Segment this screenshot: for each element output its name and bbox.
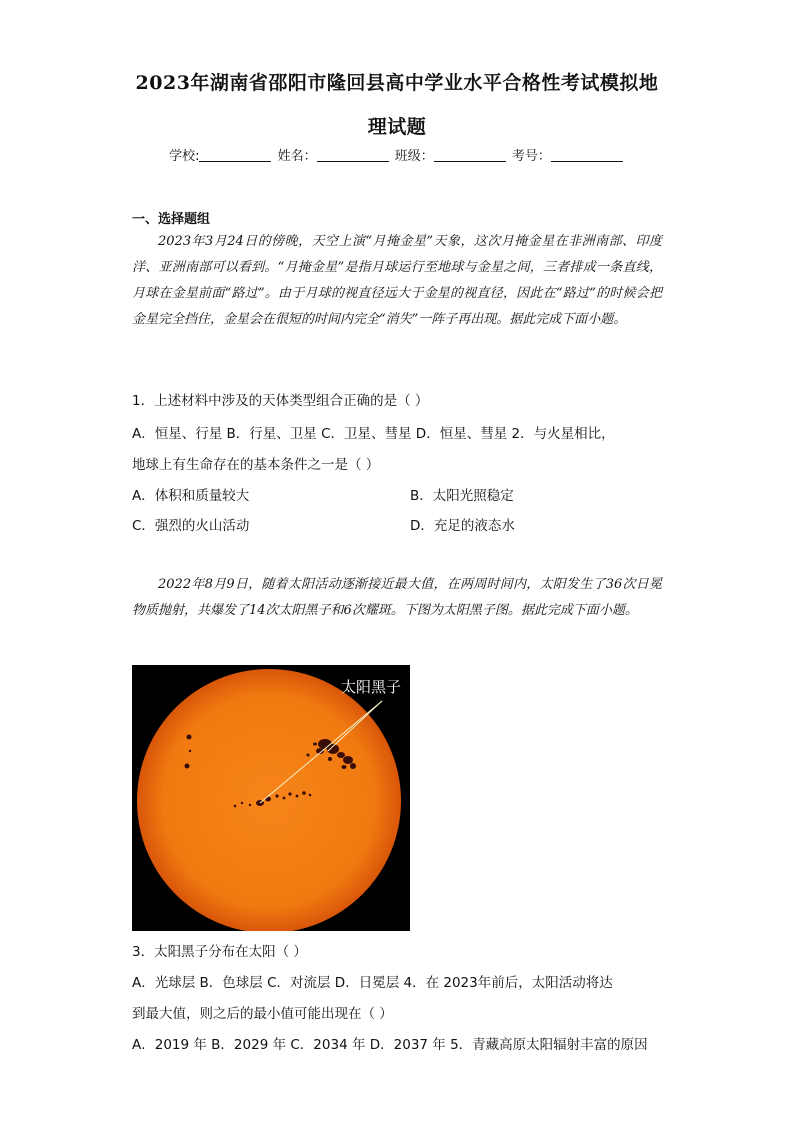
question-4-options: A．2019 年 B．2029 年 C．2034 年 D．2037 年 5．青藏高原太阳辐射丰富的原因	[132, 1037, 648, 1053]
exam-title-line2: 理试题	[367, 116, 427, 138]
passage-1: 2023年3月24日的傍晚，天空上演“月掩金星”天象，这次月掩金星在非洲南部、印度洋、亚洲南部可以看到。“月掩金星”是指月球运行至地球与金星之间，三者排成一条直线，月球在金星前面“路过”。由于月球的视直径远大于金星的视直径，因此在“路过”的时候会把金星完全挡住，金星会在很短的时间内完全“消失”一阵子再出现。据此完成下面小题。	[132, 234, 662, 327]
question-4-stem: 到最大值，则之后的最小值可能出现在（ ）	[132, 1006, 393, 1022]
question-2-option-a: A．体积和质量较大	[132, 488, 250, 504]
class-blank[interactable]	[434, 148, 506, 162]
sunspot-figure	[132, 665, 410, 931]
section-heading: 一、选择题组	[132, 212, 211, 227]
name-blank[interactable]	[317, 148, 389, 162]
question-2-option-b: B．太阳光照稳定	[410, 488, 514, 504]
exam-no-blank[interactable]	[551, 148, 623, 162]
question-1-options: A．恒星、行星 B．行星、卫星 C．卫星、彗星 D．恒星、彗星 2．与火星相比，	[132, 426, 615, 442]
passage-2: 2022年8月9日，随着太阳活动逐渐接近最大值，在两周时间内，太阳发生了36次日冕物质抛射，共爆发了14次太阳黑子和6次耀斑。下图为太阳黑子图。据此完成下面小题。	[132, 577, 662, 618]
school-label: 学校:	[169, 149, 200, 164]
question-2-option-c: C．强烈的火山活动	[132, 518, 250, 534]
exam-title-line1: 2023年湖南省邵阳市隆回县高中学业水平合格性考试模拟地	[135, 72, 659, 94]
school-blank[interactable]	[199, 148, 271, 162]
question-3-stem: 3．太阳黑子分布在太阳（ ）	[132, 944, 307, 960]
question-1-stem: 1．上述材料中涉及的天体类型组合正确的是（ ）	[132, 393, 429, 409]
exam-no-label: 考号：	[511, 149, 551, 164]
question-2-option-d: D．充足的液态水	[410, 518, 515, 534]
sunspot-label: 太阳黑子	[341, 678, 402, 696]
question-3-options: A．光球层 B．色球层 C．对流层 D．日冕层 4．在 2023年前后，太阳活动将达	[132, 975, 613, 991]
question-2-stem: 地球上有生命存在的基本条件之一是（ ）	[132, 457, 380, 473]
student-info-line	[0, 145, 794, 164]
class-label: 班级：	[394, 149, 434, 164]
name-label: 姓名：	[277, 149, 317, 164]
